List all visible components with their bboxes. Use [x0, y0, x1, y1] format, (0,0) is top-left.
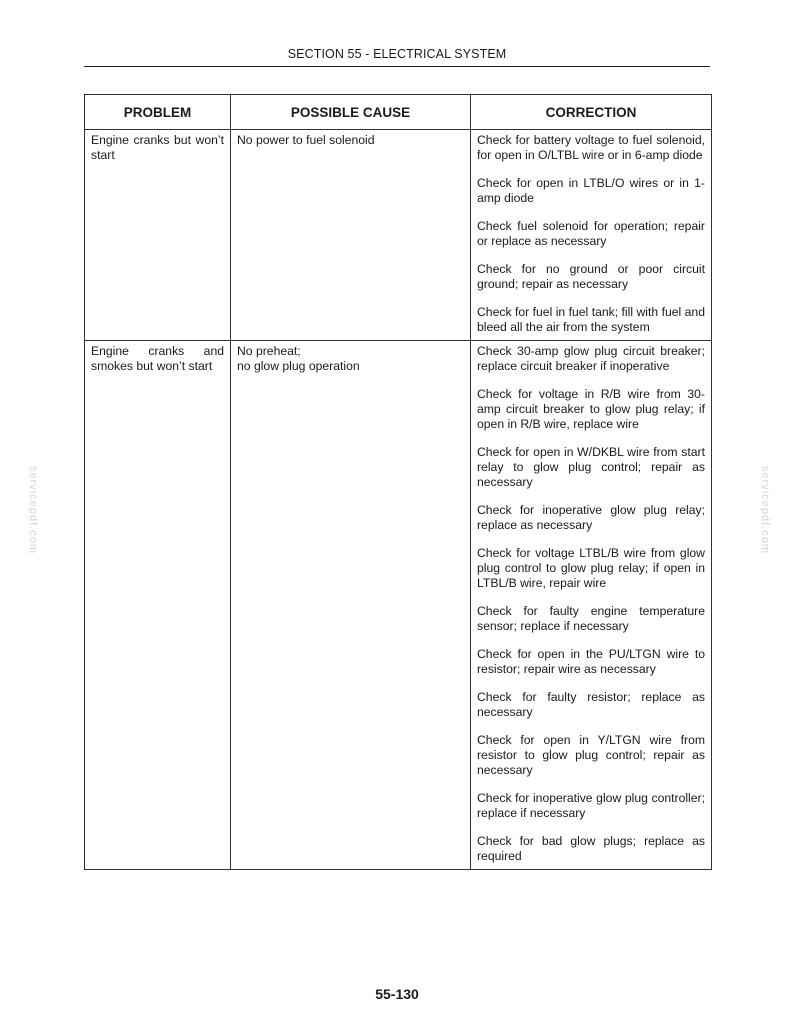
correction-item: Check for faulty resistor; replace as necessary — [477, 690, 705, 719]
table-header-row — [85, 95, 712, 130]
column-header-problem: PROBLEM — [85, 95, 231, 130]
correction-item: Check for faulty engine temperature sensor; replace if necessary — [477, 604, 705, 633]
correction-item: Check for open in Y/LTGN wire from resistor to glow plug control; repair as necessary — [477, 733, 705, 777]
table-row — [85, 130, 712, 341]
correction-item: Check for open in the PU/LTGN wire to resistor; repair wire as necessary — [477, 647, 705, 676]
problem-cell — [85, 341, 231, 870]
correction-item: Check for fuel in fuel tank; fill with fuel and bleed all the air from the system — [477, 305, 705, 334]
correction-item: Check for open in LTBL/O wires or in 1-amp diode — [477, 176, 705, 205]
problem-text: Engine cranks but won’t start — [91, 133, 224, 162]
correction-item: Check 30-amp glow plug circuit breaker; replace circuit breaker if inoperative — [477, 344, 705, 373]
correction-item: Check for no ground or poor circuit ground; repair as necessary — [477, 262, 705, 291]
column-header-correction: CORRECTION — [471, 95, 712, 130]
cause-cell — [231, 341, 471, 870]
problem-cell — [85, 130, 231, 341]
correction-item: Check for voltage LTBL/B wire from glow plug control to glow plug relay; if open in LTBL/B wire, repair wire — [477, 546, 705, 590]
correction-item: Check for inoperative glow plug relay; replace as necessary — [477, 503, 705, 532]
watermark-right: servicepdf.com — [758, 466, 771, 554]
correction-item: Check for inoperative glow plug controller; replace if necessary — [477, 791, 705, 820]
table-row — [85, 341, 712, 870]
page-number: 55-130 — [375, 986, 419, 1002]
correction-item: Check for bad glow plugs; replace as required — [477, 834, 705, 863]
watermark-left: servicepdf.com — [26, 466, 39, 554]
cause-line: no glow plug operation — [237, 359, 360, 373]
column-header-possible-cause: POSSIBLE CAUSE — [231, 95, 471, 130]
cause-line: No power to fuel solenoid — [237, 133, 375, 147]
section-header: SECTION 55 - ELECTRICAL SYSTEM — [287, 47, 507, 61]
correction-item: Check for battery voltage to fuel solenoid, for open in O/LTBL wire or in 6-amp diode — [477, 133, 705, 162]
correction-item: Check for voltage in R/B wire from 30-amp circuit breaker to glow plug relay; if open in R/B wire, replace wire — [477, 387, 705, 431]
troubleshooting-table — [84, 94, 712, 870]
correction-cell — [471, 341, 712, 870]
correction-item: Check for open in W/DKBL wire from start relay to glow plug control; repair as necessary — [477, 445, 705, 489]
problem-text: Engine cranks and smokes but won’t start — [91, 344, 224, 373]
correction-item: Check fuel solenoid for operation; repair or replace as necessary — [477, 219, 705, 248]
cause-cell — [231, 130, 471, 341]
cause-line: No preheat; — [237, 344, 301, 358]
header-rule — [84, 66, 710, 67]
correction-cell — [471, 130, 712, 341]
